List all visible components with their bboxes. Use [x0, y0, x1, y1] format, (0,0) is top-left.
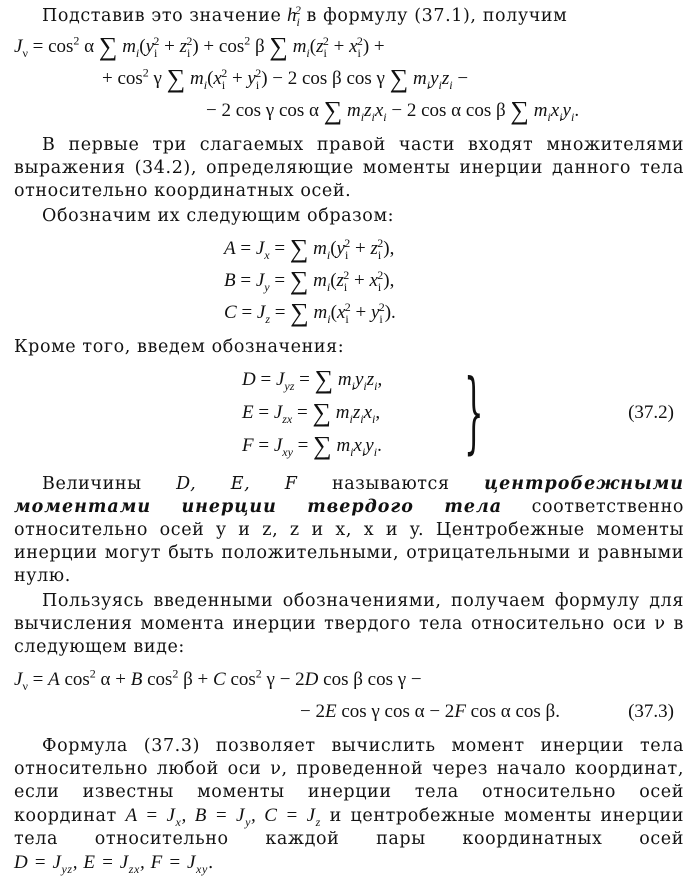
- para6-b: и центробежные моменты инерции тела относительно каждой пары координатных осей: [14, 806, 684, 849]
- eq-E: [14, 398, 684, 430]
- eq-line-1-math: $J_\nu = \cos^2 \alpha$ ∑ $m_i(y_i^2 + z_i^2) + \cos^2 \beta$ ∑ $m_i(z_i^2 + x_i^2)$ +: [14, 32, 385, 61]
- eq-B-math: $B = J_y$ = ∑ $m_i(z_i^2 + x_i^2)$,: [224, 266, 395, 295]
- para4-a: Величины: [42, 474, 142, 494]
- paragraph-5: Пользуясь введенными обозначениями, получаем формулу для вычисления момента инерции твердого тела относительно оси ν в следующем виде:: [14, 591, 684, 657]
- eq-number-37-2: (37.2): [628, 402, 674, 423]
- equation-37-3: [14, 665, 684, 729]
- paragraph-1: В первые три слагаемых правой части входят множителями выражения (34.2), определяющие моменты инерции данного тела относительно координатных осей.: [14, 135, 684, 201]
- para4-b: называются: [331, 474, 450, 494]
- eq-F-math: $F = J_{xy}$ = ∑ $m_ix_iy_i$.: [242, 431, 382, 460]
- h-squared-symbol: $h_i^2$: [287, 2, 301, 29]
- equations-DEF: [14, 360, 684, 465]
- para6-axes-math: $A = J_x$, $B = J_y$, $C = J_z$: [125, 805, 321, 829]
- para6-centrifugal-math: $D = J_{yz}$, $E = J_{zx}$, $F = J_{xy}$: [14, 852, 208, 876]
- eq-line-1: [14, 32, 684, 64]
- eq-37-3-line-2-math: − 2E cos γ cos α − 2F cos α cos β.: [300, 701, 560, 722]
- intro-text: Подставив это значение: [42, 6, 282, 26]
- paragraph-4: [14, 473, 684, 588]
- paragraph-3: Кроме того, введем обозначения:: [14, 337, 345, 357]
- eq-line-2: [14, 64, 684, 96]
- right-brace: }: [464, 360, 484, 463]
- eq-37-3-line-2: [14, 697, 684, 729]
- eq-D-math: $D = J_{yz}$ = ∑ $m_iy_iz_i$,: [242, 365, 383, 394]
- eq-C-math: $C = J_z$ = ∑ $m_i(x_i^2 + y_i^2)$.: [224, 298, 396, 327]
- eq-F: [14, 431, 684, 463]
- para4-c: соответственно относительно осей y и z, z и x, x и y. Центробежные моменты инерции могут быть положительными, отрицательными и равными нулю.: [14, 497, 684, 586]
- eq-line-2-math: + $\cos^2 \gamma$ ∑ $m_i(x_i^2 + y_i^2) - 2$ cos β cos γ ∑ $m_iy_iz_i$ −: [102, 64, 469, 93]
- eq-37-3-line-1-math: $J_\nu = A$ $\cos^2 \alpha + B$ $\cos^2 \beta + C$ $\cos^2 \gamma - 2D$ cos β cos γ −: [14, 666, 422, 693]
- paragraph-6: Формула (37.3) позволяет вычислить момент инерции тела относительно любой оси ν, проведенной через начало координат, если известны моменты инерции тела относительно осей координат $A = J_x$, $B = J_y$, $C = J_z$ и центробежные моменты инерции тела относительно каждой пары координатных осей $D = J_{yz}$, $E = J_{zx}$, $F = J_{xy}$.: [14, 736, 684, 876]
- paragraph-2: Обозначим их следующим образом:: [42, 206, 395, 226]
- eq-A-math: $A = J_x$ = ∑ $m_i(y_i^2 + z_i^2)$,: [224, 234, 395, 263]
- eq-number-37-3: (37.3): [628, 701, 674, 722]
- equation-37-1-expansion: [14, 32, 684, 128]
- para6-a: Формула (37.3) позволяет вычислить момент инерции тела относительно любой оси ν, проведенной через начало координат, если известны моменты инерции тела относительно осей координат: [14, 736, 684, 826]
- eq-D: [14, 365, 684, 397]
- eq-A: [14, 234, 684, 266]
- eq-line-3-math: − 2 cos γ cos α ∑ $m_iz_ix_i - 2$ cos α cos β ∑ $m_ix_iy_i$.: [206, 96, 580, 125]
- para4-letters: D, E, F: [176, 474, 298, 494]
- intro-paragraph: [14, 4, 684, 28]
- eq-line-3: [14, 96, 684, 128]
- eq-E-math: $E = J_{zx}$ = ∑ $m_iz_ix_i$,: [242, 398, 381, 427]
- eq-C: [14, 298, 684, 330]
- para4-term: центробежными моментами инерции твердого тела: [14, 474, 685, 517]
- equations-ABC: [14, 234, 684, 330]
- eq-37-3-line-1: [14, 665, 684, 697]
- intro-text-2: в формулу (37.1), получим: [306, 6, 568, 26]
- eq-B: [14, 266, 684, 298]
